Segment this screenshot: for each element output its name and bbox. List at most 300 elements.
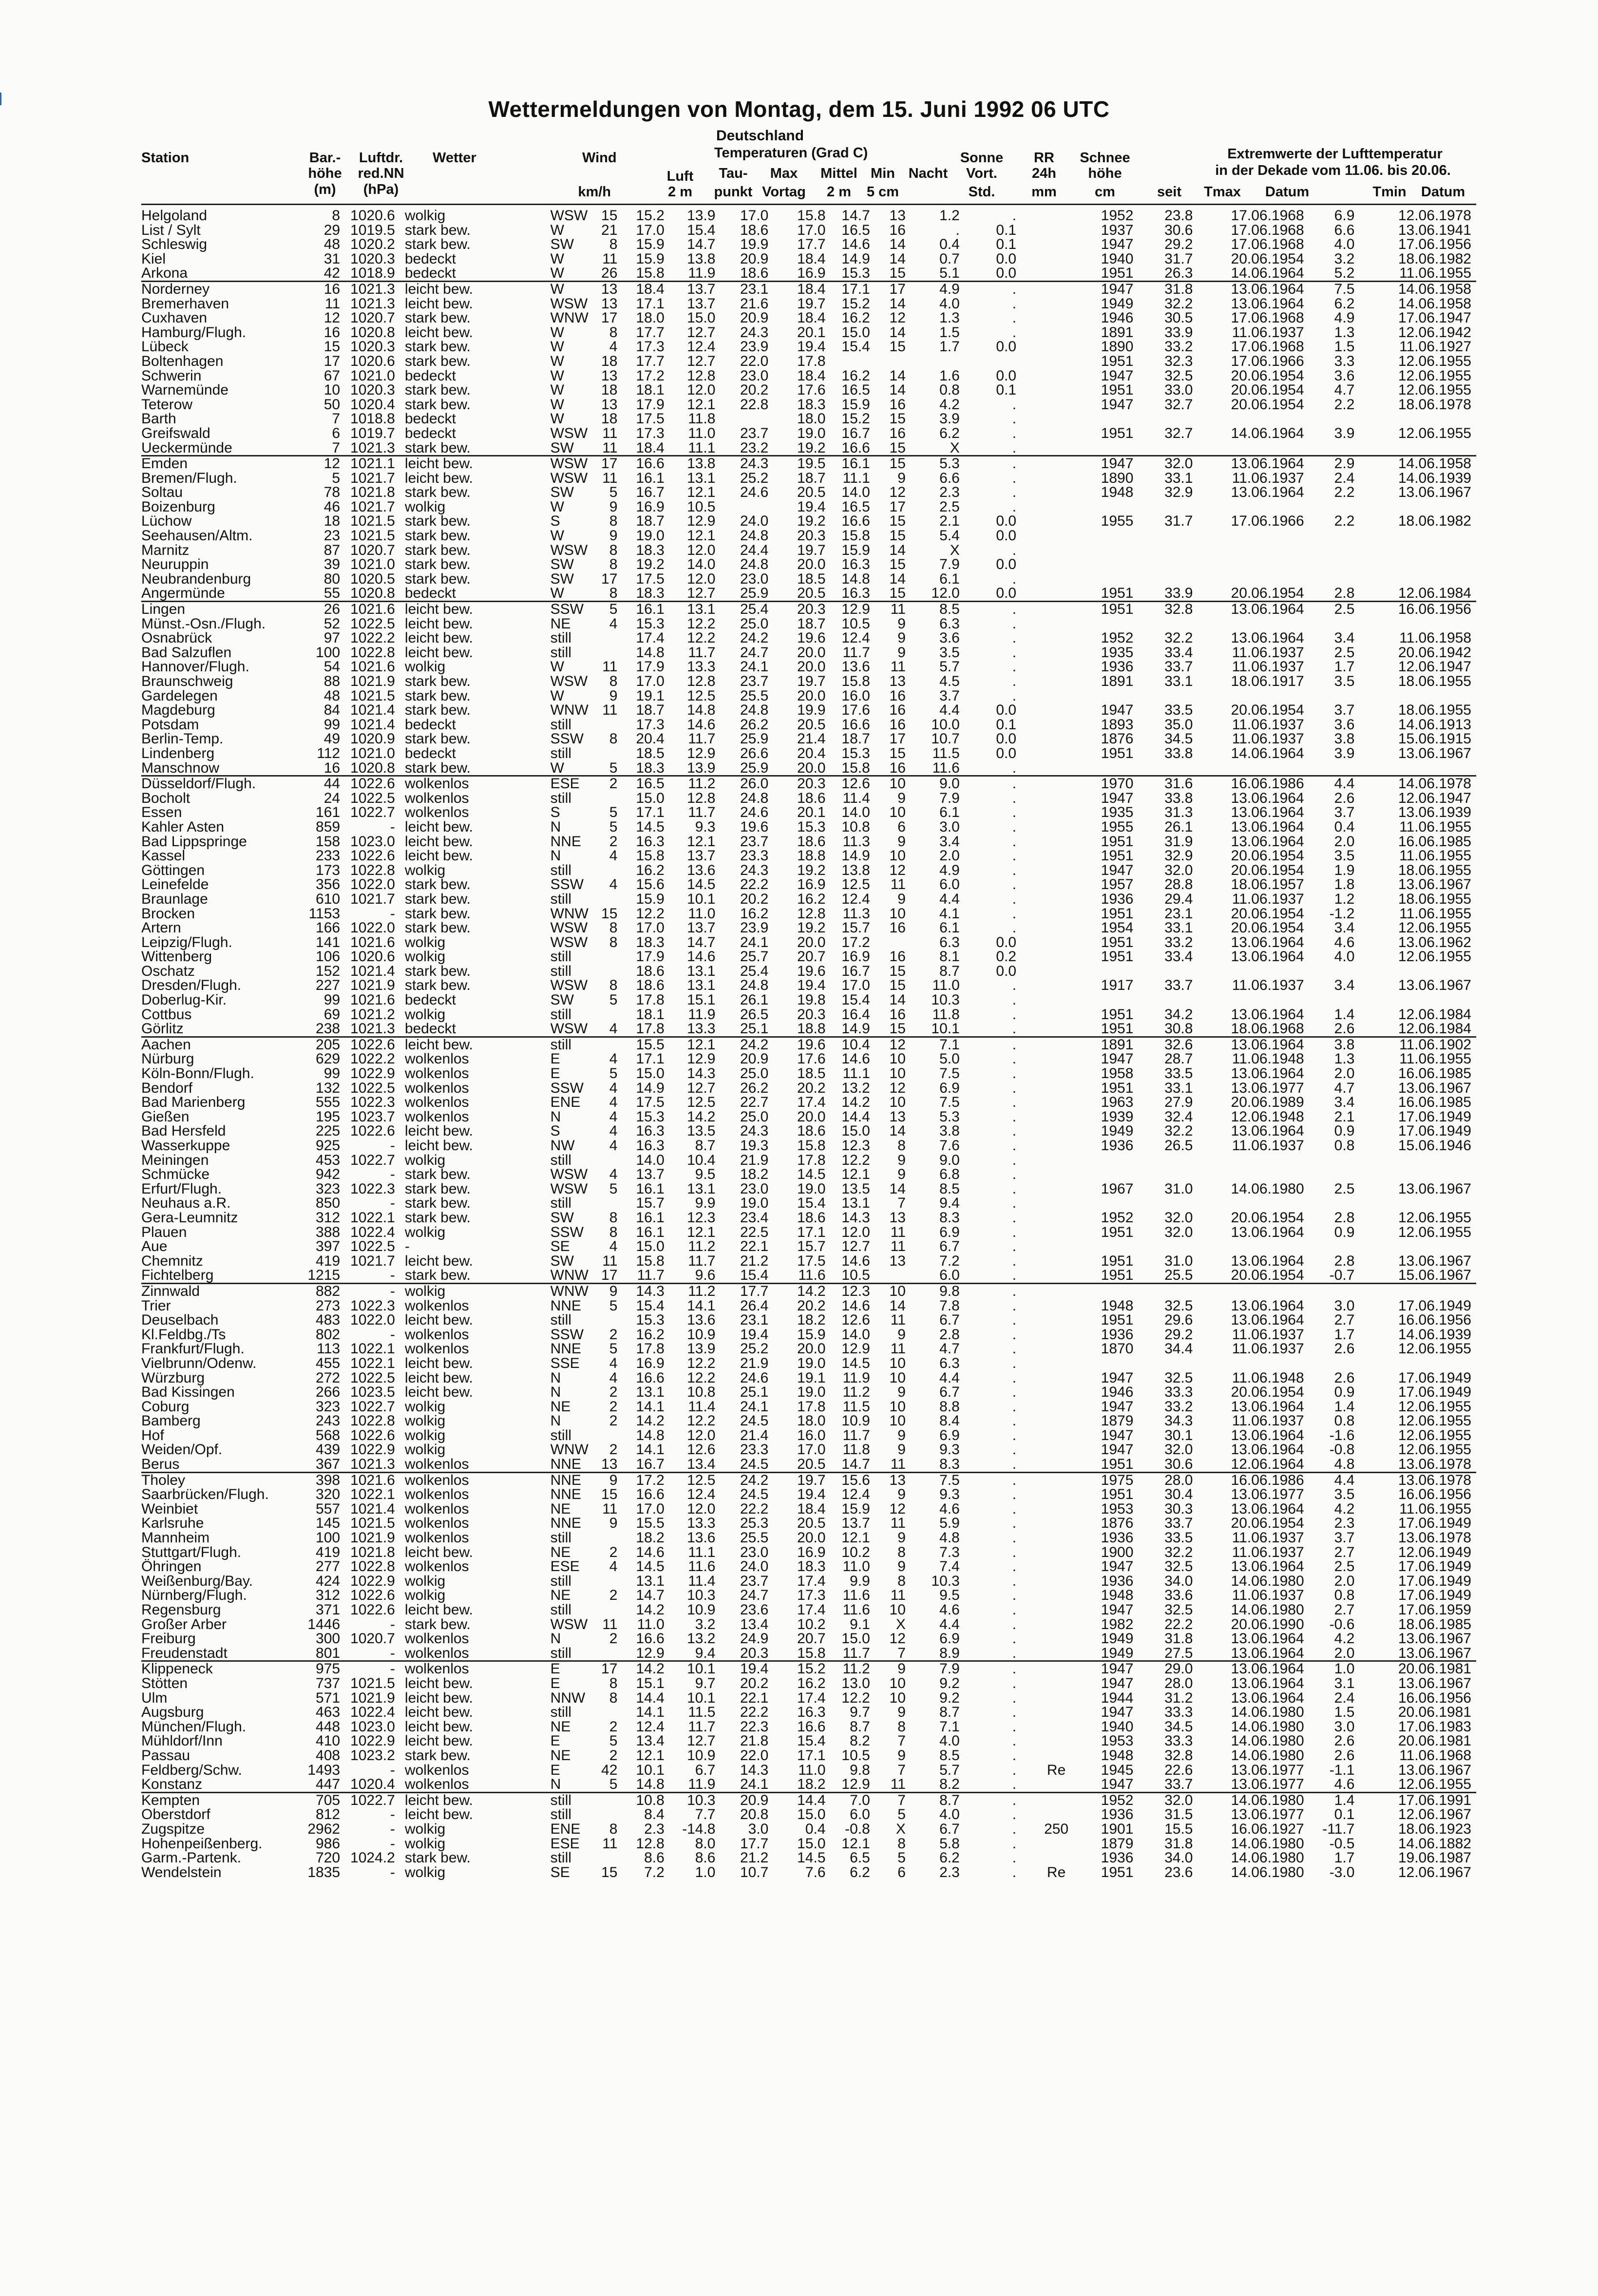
cell-tmax-vortag: 22.3 xyxy=(740,1718,769,1735)
cell-rr24h: . xyxy=(1012,1094,1017,1111)
cell-extrem-tmin xyxy=(1310,529,1361,543)
cell-wind-dir: NE xyxy=(550,1398,571,1415)
cell-mittel: 18.7 xyxy=(797,470,826,486)
cell-rr24h: 0.0 xyxy=(996,265,1017,282)
cell-luftdruck: 1021.0 xyxy=(350,556,395,573)
cell-wetter: leicht bew. xyxy=(398,602,545,617)
cell-extrem-tmax-datum: 20.06.1954 xyxy=(1231,1515,1304,1532)
cell-barhoehe: 397 xyxy=(316,1238,341,1255)
cell-wind-kmh: 5 xyxy=(609,1341,618,1357)
cell-luft: 18.2 xyxy=(636,1530,665,1546)
cell-rr24h: . xyxy=(1012,1384,1017,1401)
cell-sonne: 4.6 xyxy=(939,1602,960,1618)
cell-wind-dir: W xyxy=(550,687,564,704)
cell-extrem-tmin: 1.3 xyxy=(1334,324,1355,341)
cell-nacht: 13 xyxy=(875,1472,917,1487)
cell-luft: 15.3 xyxy=(636,615,665,632)
cell-extrem-tmin xyxy=(1310,761,1361,776)
cell-wetter: stark bew. xyxy=(404,570,471,587)
cell-luft: 16.1 xyxy=(636,1209,665,1226)
cell-luft: 18.7 xyxy=(636,702,665,719)
cell-extrem-tmax: 32.2 xyxy=(1164,1123,1193,1139)
table-row xyxy=(141,645,1476,660)
header-extrem-1: Extremwerte der Lufttemperatur xyxy=(1227,146,1443,162)
cell-taupunkt: 10.3 xyxy=(687,1587,716,1604)
cell-schnee xyxy=(1029,340,1084,354)
header-luftdruck-3: (hPa) xyxy=(363,182,399,197)
cell-mittel: 17.4 xyxy=(797,1689,826,1706)
cell-schnee xyxy=(1029,1007,1084,1022)
cell-wind-kmh: 2 xyxy=(609,1326,618,1343)
cell-extrem-tmax-datum: 12.06.1948 xyxy=(1231,1108,1304,1125)
cell-schnee xyxy=(1029,1559,1084,1574)
cell-luft: 17.0 xyxy=(636,1500,665,1517)
cell-extrem-tmax: 33.8 xyxy=(1164,745,1193,761)
cell-schnee xyxy=(1029,892,1084,907)
cell-station: Boltenhagen xyxy=(141,353,224,369)
cell-sonne: 5.8 xyxy=(939,1835,960,1852)
cell-min-5cm: 12.2 xyxy=(841,1689,870,1706)
cell-station: Münst.-Osn./Flugh. xyxy=(141,615,266,632)
cell-nacht: 14 xyxy=(889,382,906,398)
cell-luftdruck: 1020.6 xyxy=(350,949,395,965)
cell-luft: 14.3 xyxy=(624,1283,670,1298)
cell-schnee xyxy=(1029,1705,1084,1720)
cell-min-5cm: 6.0 xyxy=(850,1806,870,1823)
cell-extrem-tmax: 33.3 xyxy=(1164,1733,1193,1749)
cell-wetter: wolkenlos xyxy=(404,1500,469,1517)
cell-mittel: 16.9 xyxy=(797,265,826,282)
cell-seit: 1947 xyxy=(1101,1776,1134,1793)
cell-nacht: 15 xyxy=(889,963,906,979)
table-row xyxy=(141,1632,1476,1646)
cell-extrem-tmax-datum: 11.06.1948 xyxy=(1232,1369,1304,1386)
cell-sonne: 1.7 xyxy=(939,339,960,355)
cell-seit xyxy=(1084,543,1151,558)
cell-nacht: 8 xyxy=(897,1573,906,1589)
cell-wind-kmh: 8 xyxy=(609,731,618,747)
cell-barhoehe: 557 xyxy=(316,1500,341,1517)
cell-tmax-vortag: 20.3 xyxy=(740,1645,769,1661)
cell-extrem-tmin-datum xyxy=(1360,1239,1476,1254)
cell-wind-dir: WSW xyxy=(550,425,588,441)
cell-luftdruck: 1021.9 xyxy=(350,673,395,689)
cell-extrem-tmin-datum: 17.06.1983 xyxy=(1398,1718,1471,1735)
cell-nacht: 9 xyxy=(897,790,906,806)
cell-tmax-vortag: 25.9 xyxy=(740,759,769,776)
cell-extrem-tmin: 4.4 xyxy=(1310,776,1361,791)
cell-sonne: 1.5 xyxy=(939,324,960,341)
cell-schnee xyxy=(1029,1239,1084,1254)
cell-luftdruck: 1021.4 xyxy=(350,716,395,733)
cell-luftdruck: 1021.7 xyxy=(350,470,395,486)
cell-tmax-vortag: 19.4 xyxy=(740,1326,769,1343)
cell-wind-kmh: 5 xyxy=(609,1065,618,1082)
cell-rr24h: . xyxy=(1012,1051,1017,1067)
cell-wind-kmh: 4 xyxy=(609,1138,618,1154)
header-mittel-1: Mittel xyxy=(820,166,857,181)
cell-min-5cm: 15.8 xyxy=(841,759,870,776)
cell-luft: 15.9 xyxy=(636,250,665,267)
table-row xyxy=(141,1356,1476,1371)
cell-extrem-tmin: 2.0 xyxy=(1334,833,1355,850)
cell-wind-dir: S xyxy=(550,1123,560,1139)
cell-nacht: 10 xyxy=(889,1065,906,1082)
cell-nacht: 14 xyxy=(889,1123,906,1139)
cell-min-5cm: 15.0 xyxy=(841,1123,870,1139)
cell-wind-dir: WSW xyxy=(550,1021,588,1037)
cell-luftdruck: 1021.3 xyxy=(350,439,395,456)
cell-luftdruck: 1021.7 xyxy=(350,891,395,907)
cell-luft: 13.1 xyxy=(636,1573,665,1589)
cell-wind-kmh: 4 xyxy=(609,1080,618,1096)
cell-schnee xyxy=(1029,1299,1084,1313)
cell-station: Cottbus xyxy=(141,1006,192,1023)
cell-rr24h: . xyxy=(1012,644,1017,661)
cell-min-5cm: 12.5 xyxy=(841,876,870,893)
cell-wind-kmh: 2 xyxy=(609,1442,618,1458)
cell-seit: 1948 xyxy=(1101,1297,1134,1314)
cell-luft: 10.8 xyxy=(624,1792,670,1807)
cell-nacht: 9 xyxy=(897,615,906,632)
cell-extrem-tmin xyxy=(1310,617,1361,631)
table-row xyxy=(141,325,1476,340)
cell-mittel: 19.2 xyxy=(797,439,826,456)
cell-extrem-tmax xyxy=(1151,1239,1198,1254)
cell-luft: 15.6 xyxy=(636,876,665,893)
cell-taupunkt: 12.5 xyxy=(687,687,716,704)
cell-station: Coburg xyxy=(141,1398,190,1415)
cell-wind-kmh: 15 xyxy=(601,905,618,922)
cell-extrem-tmin-datum: 16.06.1956 xyxy=(1398,1689,1471,1706)
cell-barhoehe: 238 xyxy=(316,1021,341,1037)
cell-extrem-tmin-datum: 12.06.1955 xyxy=(1398,425,1471,441)
cell-schnee xyxy=(1029,1720,1084,1734)
cell-luftdruck: 1019.7 xyxy=(350,425,395,441)
cell-taupunkt: 12.7 xyxy=(687,585,716,602)
cell-schnee xyxy=(1029,776,1084,791)
cell-extrem-tmax-datum xyxy=(1198,1196,1310,1211)
cell-station: Kassel xyxy=(141,848,186,864)
cell-seit xyxy=(1084,441,1151,456)
cell-station: Kl.Feldbg./Ts xyxy=(141,1326,226,1343)
cell-tmax-vortag: 14.3 xyxy=(740,1762,769,1778)
cell-extrem-tmin-datum: 13.06.1939 xyxy=(1398,804,1471,821)
cell-extrem-tmin: -11.7 xyxy=(1322,1821,1355,1837)
cell-tmax-vortag: 20.2 xyxy=(740,891,769,907)
cell-wind-kmh: 11 xyxy=(602,702,618,719)
cell-rr24h: . xyxy=(1012,1718,1017,1735)
cell-schnee xyxy=(1029,1777,1084,1792)
cell-wind-kmh: 17 xyxy=(594,1661,624,1676)
cell-wind-dir: still xyxy=(550,1427,571,1443)
cell-luftdruck: 1022.0 xyxy=(350,1312,395,1328)
cell-sonne: 5.0 xyxy=(939,1051,960,1067)
cell-station: Tholey xyxy=(141,1472,306,1487)
cell-extrem-tmin: 4.7 xyxy=(1334,382,1355,398)
cell-mittel: 19.6 xyxy=(797,963,826,979)
cell-min-5cm: 16.5 xyxy=(841,498,870,515)
cell-extrem-tmax: 32.9 xyxy=(1164,848,1193,864)
cell-sonne: 9.3 xyxy=(939,1442,960,1458)
cell-extrem-tmin: 3.6 xyxy=(1334,367,1355,384)
cell-tmax-vortag: 23.0 xyxy=(740,367,769,384)
cell-taupunkt: 12.4 xyxy=(687,339,716,355)
cell-wind-dir: WSW xyxy=(550,470,588,486)
cell-extrem-tmin-datum: 13.06.1941 xyxy=(1398,222,1471,238)
cell-luftdruck: 1022.3 xyxy=(350,1297,395,1314)
cell-nacht: 9 xyxy=(897,1384,906,1401)
cell-barhoehe: 323 xyxy=(316,1398,341,1415)
cell-mittel: 20.5 xyxy=(797,1456,826,1473)
cell-extrem-tmax: 22.2 xyxy=(1164,1616,1193,1632)
cell-schnee xyxy=(1029,1139,1084,1153)
cell-barhoehe: 410 xyxy=(316,1733,341,1749)
cell-luft: 16.9 xyxy=(636,1355,665,1371)
cell-seit: 1876 xyxy=(1101,1515,1134,1532)
cell-rr24h: . xyxy=(1012,1238,1017,1255)
cell-extrem-tmin: 1.3 xyxy=(1334,1051,1355,1067)
cell-mittel: 19.0 xyxy=(797,1355,826,1371)
table-row xyxy=(141,1110,1476,1124)
header-mittel-2: 2 m xyxy=(827,184,851,200)
cell-mittel: 15.4 xyxy=(797,1733,826,1749)
cell-station: Bremen/Flugh. xyxy=(141,470,237,486)
cell-wind-dir: WNW xyxy=(550,702,589,719)
cell-extrem-tmin xyxy=(1310,964,1361,979)
cell-extrem-tmax: 33.9 xyxy=(1164,585,1193,602)
cell-luftdruck: 1021.8 xyxy=(350,1544,395,1560)
cell-station: Mannheim xyxy=(141,1530,210,1546)
cell-station: Norderney xyxy=(141,281,306,296)
cell-wind-kmh xyxy=(594,718,624,732)
cell-seit xyxy=(1084,761,1151,776)
cell-extrem-tmax: 30.4 xyxy=(1164,1486,1193,1503)
cell-station: Schmücke xyxy=(141,1166,210,1183)
cell-sonne: 7.9 xyxy=(939,556,960,573)
cell-luftdruck: - xyxy=(390,818,395,835)
cell-station: Barth xyxy=(141,411,176,427)
cell-wind-kmh: 18 xyxy=(601,353,618,369)
cell-tmax-vortag: 15.4 xyxy=(740,1267,769,1284)
cell-station: Braunschweig xyxy=(141,673,233,689)
cell-extrem-tmax-datum: 11.06.1937 xyxy=(1232,1138,1304,1154)
cell-seit: 1951 xyxy=(1101,585,1134,602)
cell-station: Bremerhaven xyxy=(141,295,229,312)
cell-station: Freudenstadt xyxy=(141,1645,228,1661)
cell-taupunkt: 12.1 xyxy=(670,1037,721,1052)
cell-min-5cm: 16.6 xyxy=(841,716,870,733)
cell-taupunkt: 13.9 xyxy=(687,759,716,776)
cell-wetter: stark bew. xyxy=(404,339,471,355)
cell-min-5cm: 16.7 xyxy=(841,963,870,979)
cell-sonne: 9.3 xyxy=(939,1486,960,1503)
cell-taupunkt: 15.4 xyxy=(687,222,716,238)
cell-taupunkt: 13.6 xyxy=(687,862,716,878)
cell-schnee xyxy=(1029,1531,1084,1545)
cell-wind-dir: SSW xyxy=(550,876,584,893)
cell-extrem-tmax xyxy=(1151,500,1198,514)
table-row xyxy=(141,1531,1476,1545)
cell-seit: 1945 xyxy=(1101,1762,1134,1778)
cell-wind-dir: NNE xyxy=(550,833,581,850)
cell-tmax-vortag: 23.2 xyxy=(740,439,769,456)
cell-sonne: 9.5 xyxy=(939,1587,960,1604)
cell-luft: 17.9 xyxy=(636,659,665,675)
table-row xyxy=(141,718,1476,732)
cell-mittel: 16.2 xyxy=(797,891,826,907)
cell-station: Neubrandenburg xyxy=(141,570,251,587)
cell-luftdruck: 1020.9 xyxy=(350,731,395,747)
cell-extrem-tmax-datum: 13.06.1964 xyxy=(1231,1297,1304,1314)
cell-nacht: 16 xyxy=(889,1006,906,1023)
cell-extrem-tmin: 3.7 xyxy=(1334,702,1355,719)
cell-mittel: 20.3 xyxy=(773,602,830,617)
cell-min-5cm xyxy=(831,354,875,369)
cell-station: Bad Salzuflen xyxy=(141,644,232,661)
cell-extrem-tmax: 31.8 xyxy=(1151,281,1198,296)
cell-extrem-tmin-datum: 13.06.1967 xyxy=(1398,1080,1471,1096)
cell-extrem-tmin-datum: 19.06.1987 xyxy=(1398,1850,1471,1866)
cell-wind-dir: still xyxy=(550,1645,571,1661)
cell-wind-kmh: 9 xyxy=(609,528,618,544)
cell-wind-kmh: 15 xyxy=(601,1864,618,1880)
cell-schnee xyxy=(1029,1196,1084,1211)
cell-extrem-tmin: 2.7 xyxy=(1334,1312,1355,1328)
table-row xyxy=(141,586,1476,601)
cell-extrem-tmax: 25.5 xyxy=(1164,1267,1193,1284)
cell-wetter: wolkig xyxy=(404,1006,446,1023)
cell-sonne: X xyxy=(950,542,960,558)
cell-wetter: wolkenlos xyxy=(404,1515,469,1532)
cell-luft: 12.1 xyxy=(636,1747,665,1764)
cell-wind-dir: W xyxy=(550,324,564,341)
cell-station: Hamburg/Flugh. xyxy=(141,324,247,341)
cell-min-5cm: 14.0 xyxy=(841,804,870,821)
header-nacht: Nacht xyxy=(908,166,948,181)
cell-taupunkt: 12.6 xyxy=(687,1442,716,1458)
cell-nacht: 9 xyxy=(897,1427,906,1443)
cell-min-5cm: 15.8 xyxy=(841,673,870,689)
table-row xyxy=(141,1734,1476,1748)
cell-extrem-tmin: -0.5 xyxy=(1329,1835,1355,1852)
cell-rr24h: . xyxy=(970,1792,1029,1807)
cell-rr24h: . xyxy=(1012,396,1017,413)
cell-wind-dir: WSW xyxy=(550,542,588,558)
cell-schnee xyxy=(1029,572,1084,587)
cell-taupunkt: 12.7 xyxy=(687,324,716,341)
cell-wind-kmh xyxy=(594,1007,624,1022)
cell-tmax-vortag: 19.9 xyxy=(740,236,769,253)
cell-station: Bendorf xyxy=(141,1080,193,1096)
cell-taupunkt: 12.2 xyxy=(687,630,716,646)
cell-mittel: 15.8 xyxy=(797,1645,826,1661)
cell-extrem-tmax-datum: 14.06.1964 xyxy=(1231,265,1304,282)
cell-schnee xyxy=(1029,1081,1084,1096)
cell-extrem-tmax-datum: 20.06.1954 xyxy=(1231,382,1304,398)
cell-sonne: 5.4 xyxy=(939,528,960,544)
cell-min-5cm: 14.8 xyxy=(841,570,870,587)
cell-schnee xyxy=(1029,761,1084,776)
cell-nacht: 6 xyxy=(897,818,906,835)
cell-extrem-tmin-datum: 12.06.1955 xyxy=(1398,1442,1471,1458)
cell-luft: 14.1 xyxy=(636,1398,665,1415)
cell-mittel: 20.3 xyxy=(773,776,830,791)
cell-taupunkt: 11.8 xyxy=(688,411,716,427)
cell-seit: 1946 xyxy=(1101,310,1134,326)
cell-sonne: 1.2 xyxy=(939,208,960,224)
cell-luft: 17.5 xyxy=(636,1094,665,1111)
table-row xyxy=(141,1487,1476,1502)
cell-min-5cm: 14.9 xyxy=(841,848,870,864)
cell-schnee xyxy=(1029,1211,1084,1225)
cell-barhoehe: 100 xyxy=(316,1530,341,1546)
cell-mittel: 20.0 xyxy=(797,659,826,675)
cell-luftdruck: 1022.7 xyxy=(350,1152,395,1168)
cell-seit: 1951 xyxy=(1101,848,1134,864)
cell-min-5cm: 10.9 xyxy=(841,1413,870,1429)
cell-nacht: 15 xyxy=(889,411,906,427)
cell-wind-dir: E xyxy=(550,1065,560,1082)
cell-min-5cm: 12.9 xyxy=(841,1776,870,1793)
cell-nacht: 16 xyxy=(889,396,906,413)
cell-min-5cm: 10.4 xyxy=(831,1037,875,1052)
cell-extrem-tmin-datum: 11.06.1955 xyxy=(1399,1500,1471,1517)
cell-mittel: 14.2 xyxy=(773,1283,830,1298)
cell-station: Bad Hersfeld xyxy=(141,1123,226,1139)
cell-extrem-tmax-datum: 20.06.1954 xyxy=(1231,1267,1304,1284)
cell-mittel: 20.1 xyxy=(797,804,826,821)
cell-wetter: wolkenlos xyxy=(404,1645,469,1661)
cell-seit: 1951 xyxy=(1101,265,1134,282)
cell-seit: 1951 xyxy=(1101,833,1134,850)
cell-tmax-vortag: 24.1 xyxy=(740,659,769,675)
cell-taupunkt: 13.5 xyxy=(687,1123,716,1139)
cell-wind-dir: still xyxy=(550,1704,571,1721)
cell-extrem-tmax: 31.8 xyxy=(1164,1631,1193,1647)
cell-seit: 1937 xyxy=(1101,222,1134,238)
cell-luft: 18.3 xyxy=(636,542,665,558)
cell-schnee xyxy=(1029,964,1084,979)
cell-luft: 18.6 xyxy=(636,963,665,979)
cell-luftdruck: 1022.5 xyxy=(350,1369,395,1386)
cell-station: Bad Lippspringe xyxy=(141,833,247,850)
cell-wind-dir: E xyxy=(550,1051,560,1067)
cell-rr24h: . xyxy=(1012,1108,1017,1125)
cell-seit xyxy=(1084,689,1151,703)
cell-station: Kiel xyxy=(141,250,166,267)
cell-extrem-tmax: 26.1 xyxy=(1164,818,1193,835)
cell-sonne: 3.9 xyxy=(939,411,960,427)
cell-min-5cm: 13.6 xyxy=(841,659,870,675)
cell-extrem-tmin-datum xyxy=(1360,617,1476,631)
cell-rr24h: . xyxy=(1012,1267,1017,1284)
cell-mittel: 18.4 xyxy=(797,250,826,267)
table-row xyxy=(141,1851,1476,1865)
cell-rr24h: . xyxy=(970,1037,1029,1052)
cell-extrem-tmin: 3.5 xyxy=(1334,1486,1355,1503)
cell-rr24h: 0.0 xyxy=(996,556,1017,573)
cell-seit: 1951 xyxy=(1101,1456,1134,1473)
cell-luftdruck: 1022.7 xyxy=(347,1792,398,1807)
cell-wind-kmh xyxy=(594,1807,624,1822)
cell-nacht: 14 xyxy=(889,324,906,341)
cell-tmax-vortag: 25.3 xyxy=(740,1515,769,1532)
region-heading: Deutschland xyxy=(716,128,804,144)
cell-seit: 1951 xyxy=(1101,1021,1134,1037)
cell-barhoehe: 11 xyxy=(324,295,341,312)
table-row xyxy=(141,1502,1476,1517)
